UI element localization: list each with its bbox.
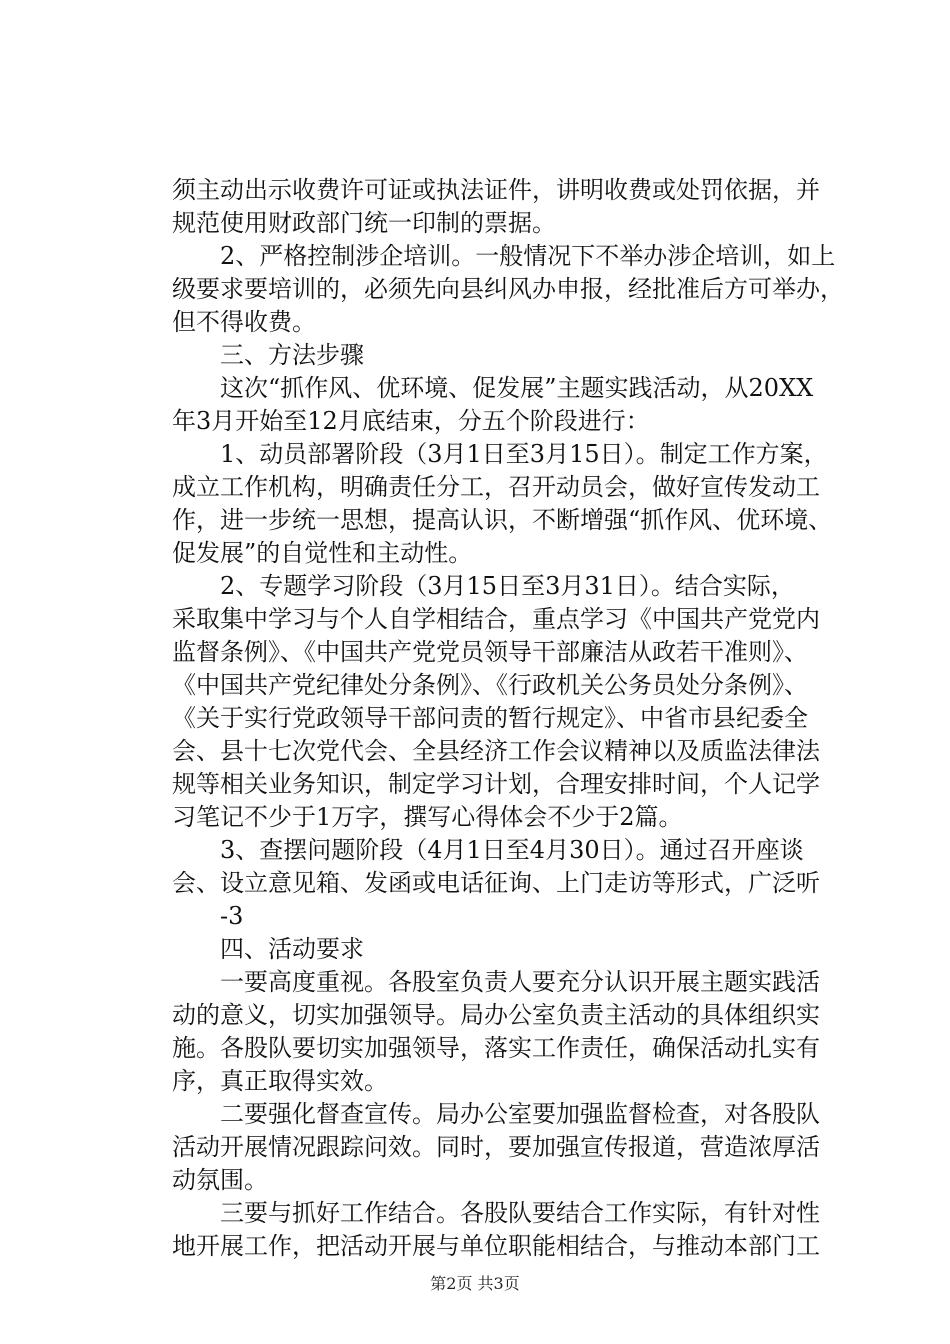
text-line: 3、查摆问题阶段（4月1日至4月30日）。通过召开座谈 [172,836,804,864]
text-line: 习笔记不少于1万字，撰写心得体会不少于2篇。 [172,803,683,831]
text-line: 地开展工作，把活动开展与单位职能相结合，与推动本部门工 [172,1232,820,1260]
text-line: 《中国共产党纪律处分条例》、《行政机关公务员处分条例》、 [172,671,808,699]
text-line: 序，真正取得实效。 [172,1067,388,1095]
text-line: 监督条例》、《中国共产党党员领导干部廉洁从政若干准则》、 [172,638,808,666]
text-line: 规范使用财政部门统一印制的票据。 [172,209,556,237]
section-heading: 四、活动要求 [172,935,364,963]
page-footer [0,1274,950,1294]
text-line: 级要求要培训的，必须先向县纠风办申报，经批准后方可举办， [172,275,844,303]
text-line: 二要强化督查宣传。局办公室要加强监督检查，对各股队 [172,1100,820,1128]
text-line: 2、专题学习阶段（3月15日至3月31日）。结合实际， [172,572,795,600]
text-line: 施。各股队要切实加强领导，落实工作责任，确保活动扎实有 [172,1034,820,1062]
inline-page-marker: -3 [172,902,244,930]
text-line: 一要高度重视。各股室负责人要充分认识开展主题实践活 [172,968,820,996]
text-line: 规等相关业务知识，制定学习计划，合理安排时间，个人记学 [172,770,820,798]
text-line: 动氛围。 [172,1166,268,1194]
text-line: 2、严格控制涉企培训。一般情况下不举办涉企培训，如上 [172,242,836,270]
section-heading: 三、方法步骤 [172,341,364,369]
text-line: 促发展”的自觉性和主动性。 [172,539,473,567]
text-line: 活动开展情况跟踪问效。同时，要加强宣传报道，营造浓厚活 [172,1133,820,1161]
text-line: 采取集中学习与个人自学相结合，重点学习《中国共产党党内 [172,605,820,633]
text-line: 会、县十七次党代会、全县经济工作会议精神以及质监法律法 [172,737,820,765]
text-line: 但不得收费。 [172,308,316,336]
text-line: 成立工作机构，明确责任分工，召开动员会，做好宣传发动工 [172,473,820,501]
page-number-label: 第2页 共3页 [430,1274,520,1293]
text-line: 作，进一步统一思想，提高认识，不断增强“抓作风、优环境、 [172,506,833,534]
text-line: 动的意义，切实加强领导。局办公室负责主活动的具体组织实 [172,1001,820,1029]
text-line: 这次“抓作风、优环境、促发展”主题实践活动，从20XX [172,374,814,402]
text-line: 会、设立意见箱、发函或电话征询、上门走访等形式，广泛听 [172,869,820,897]
text-line: 年3月开始至12月底结束，分五个阶段进行： [172,407,650,435]
text-line: 1、动员部署阶段（3月1日至3月15日）。制定工作方案， [172,440,828,468]
text-line: 《关于实行党政领导干部问责的暂行规定》、中省市县纪委全 [172,704,808,732]
text-line: 三要与抓好工作结合。各股队要结合工作实际，有针对性 [172,1199,820,1227]
text-line: 须主动出示收费许可证或执法证件，讲明收费或处罚依据，并 [172,176,820,204]
